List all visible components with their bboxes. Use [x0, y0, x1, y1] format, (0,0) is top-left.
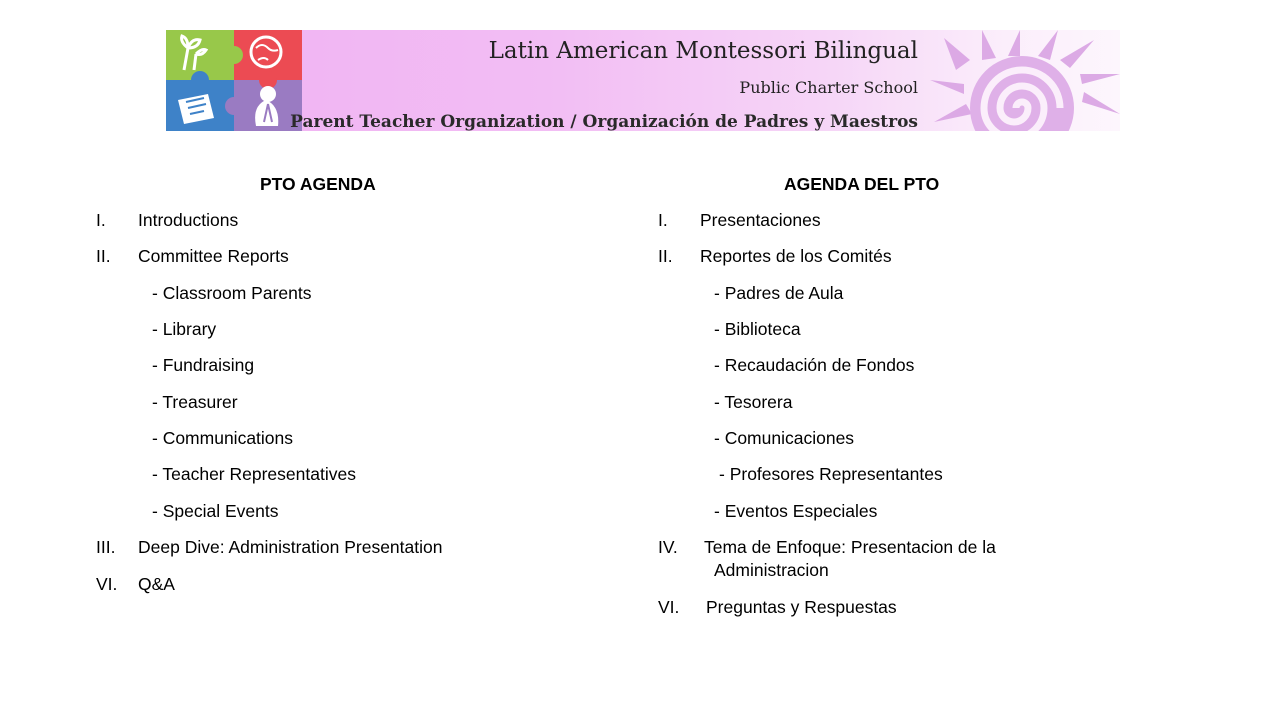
- agenda-item: Tema de Enfoque: Presentacion de la: [704, 537, 996, 557]
- agenda-item: Introductions: [138, 210, 239, 230]
- sub-item: - Biblioteca: [714, 319, 801, 339]
- item-num: II.: [658, 246, 673, 266]
- sub-item: - Fundraising: [152, 355, 255, 375]
- sub-item: - Comunicaciones: [714, 428, 855, 448]
- item-num: I.: [96, 210, 106, 230]
- agenda-title-es: AGENDA DEL PTO: [784, 174, 940, 194]
- agenda-item: Deep Dive: Administration Presentation: [138, 537, 443, 557]
- school-name: Latin American Montessori Bilingual: [488, 38, 918, 64]
- agenda-item: Reportes de los Comités: [700, 246, 892, 266]
- agenda-item: Preguntas y Respuestas: [706, 597, 897, 617]
- sun-spiral-icon: [924, 30, 1120, 131]
- sub-item: - Profesores Representantes: [719, 464, 943, 484]
- item-num: III.: [96, 537, 116, 557]
- sub-item: - Classroom Parents: [152, 283, 312, 303]
- sub-item: - Treasurer: [152, 392, 238, 412]
- agenda-item: Presentaciones: [700, 210, 821, 230]
- item-num: VI.: [96, 574, 118, 594]
- agenda-item: Q&A: [138, 574, 175, 594]
- sub-item: - Library: [152, 319, 217, 339]
- sub-item: - Communications: [152, 428, 294, 448]
- header-banner: [166, 30, 1120, 131]
- agenda-item: Committee Reports: [138, 246, 289, 266]
- sub-item: - Eventos Especiales: [714, 501, 878, 521]
- organization-name: Parent Teacher Organization / Organización de Padres y Maestros: [290, 112, 918, 131]
- sub-item: - Recaudación de Fondos: [714, 355, 915, 375]
- sub-item: - Special Events: [152, 501, 279, 521]
- agenda-item-continuation: Administracion: [714, 560, 829, 580]
- item-num: I.: [658, 210, 668, 230]
- item-num: II.: [96, 246, 111, 266]
- item-num: IV.: [658, 537, 678, 557]
- sub-item: - Teacher Representatives: [152, 464, 356, 484]
- agenda-title-en: PTO AGENDA: [260, 174, 376, 194]
- sub-item: - Padres de Aula: [714, 283, 844, 303]
- sub-item: - Tesorera: [714, 392, 793, 412]
- item-num: VI.: [658, 597, 680, 617]
- school-subtitle: Public Charter School: [739, 78, 918, 97]
- puzzle-logo-icon: [166, 30, 302, 131]
